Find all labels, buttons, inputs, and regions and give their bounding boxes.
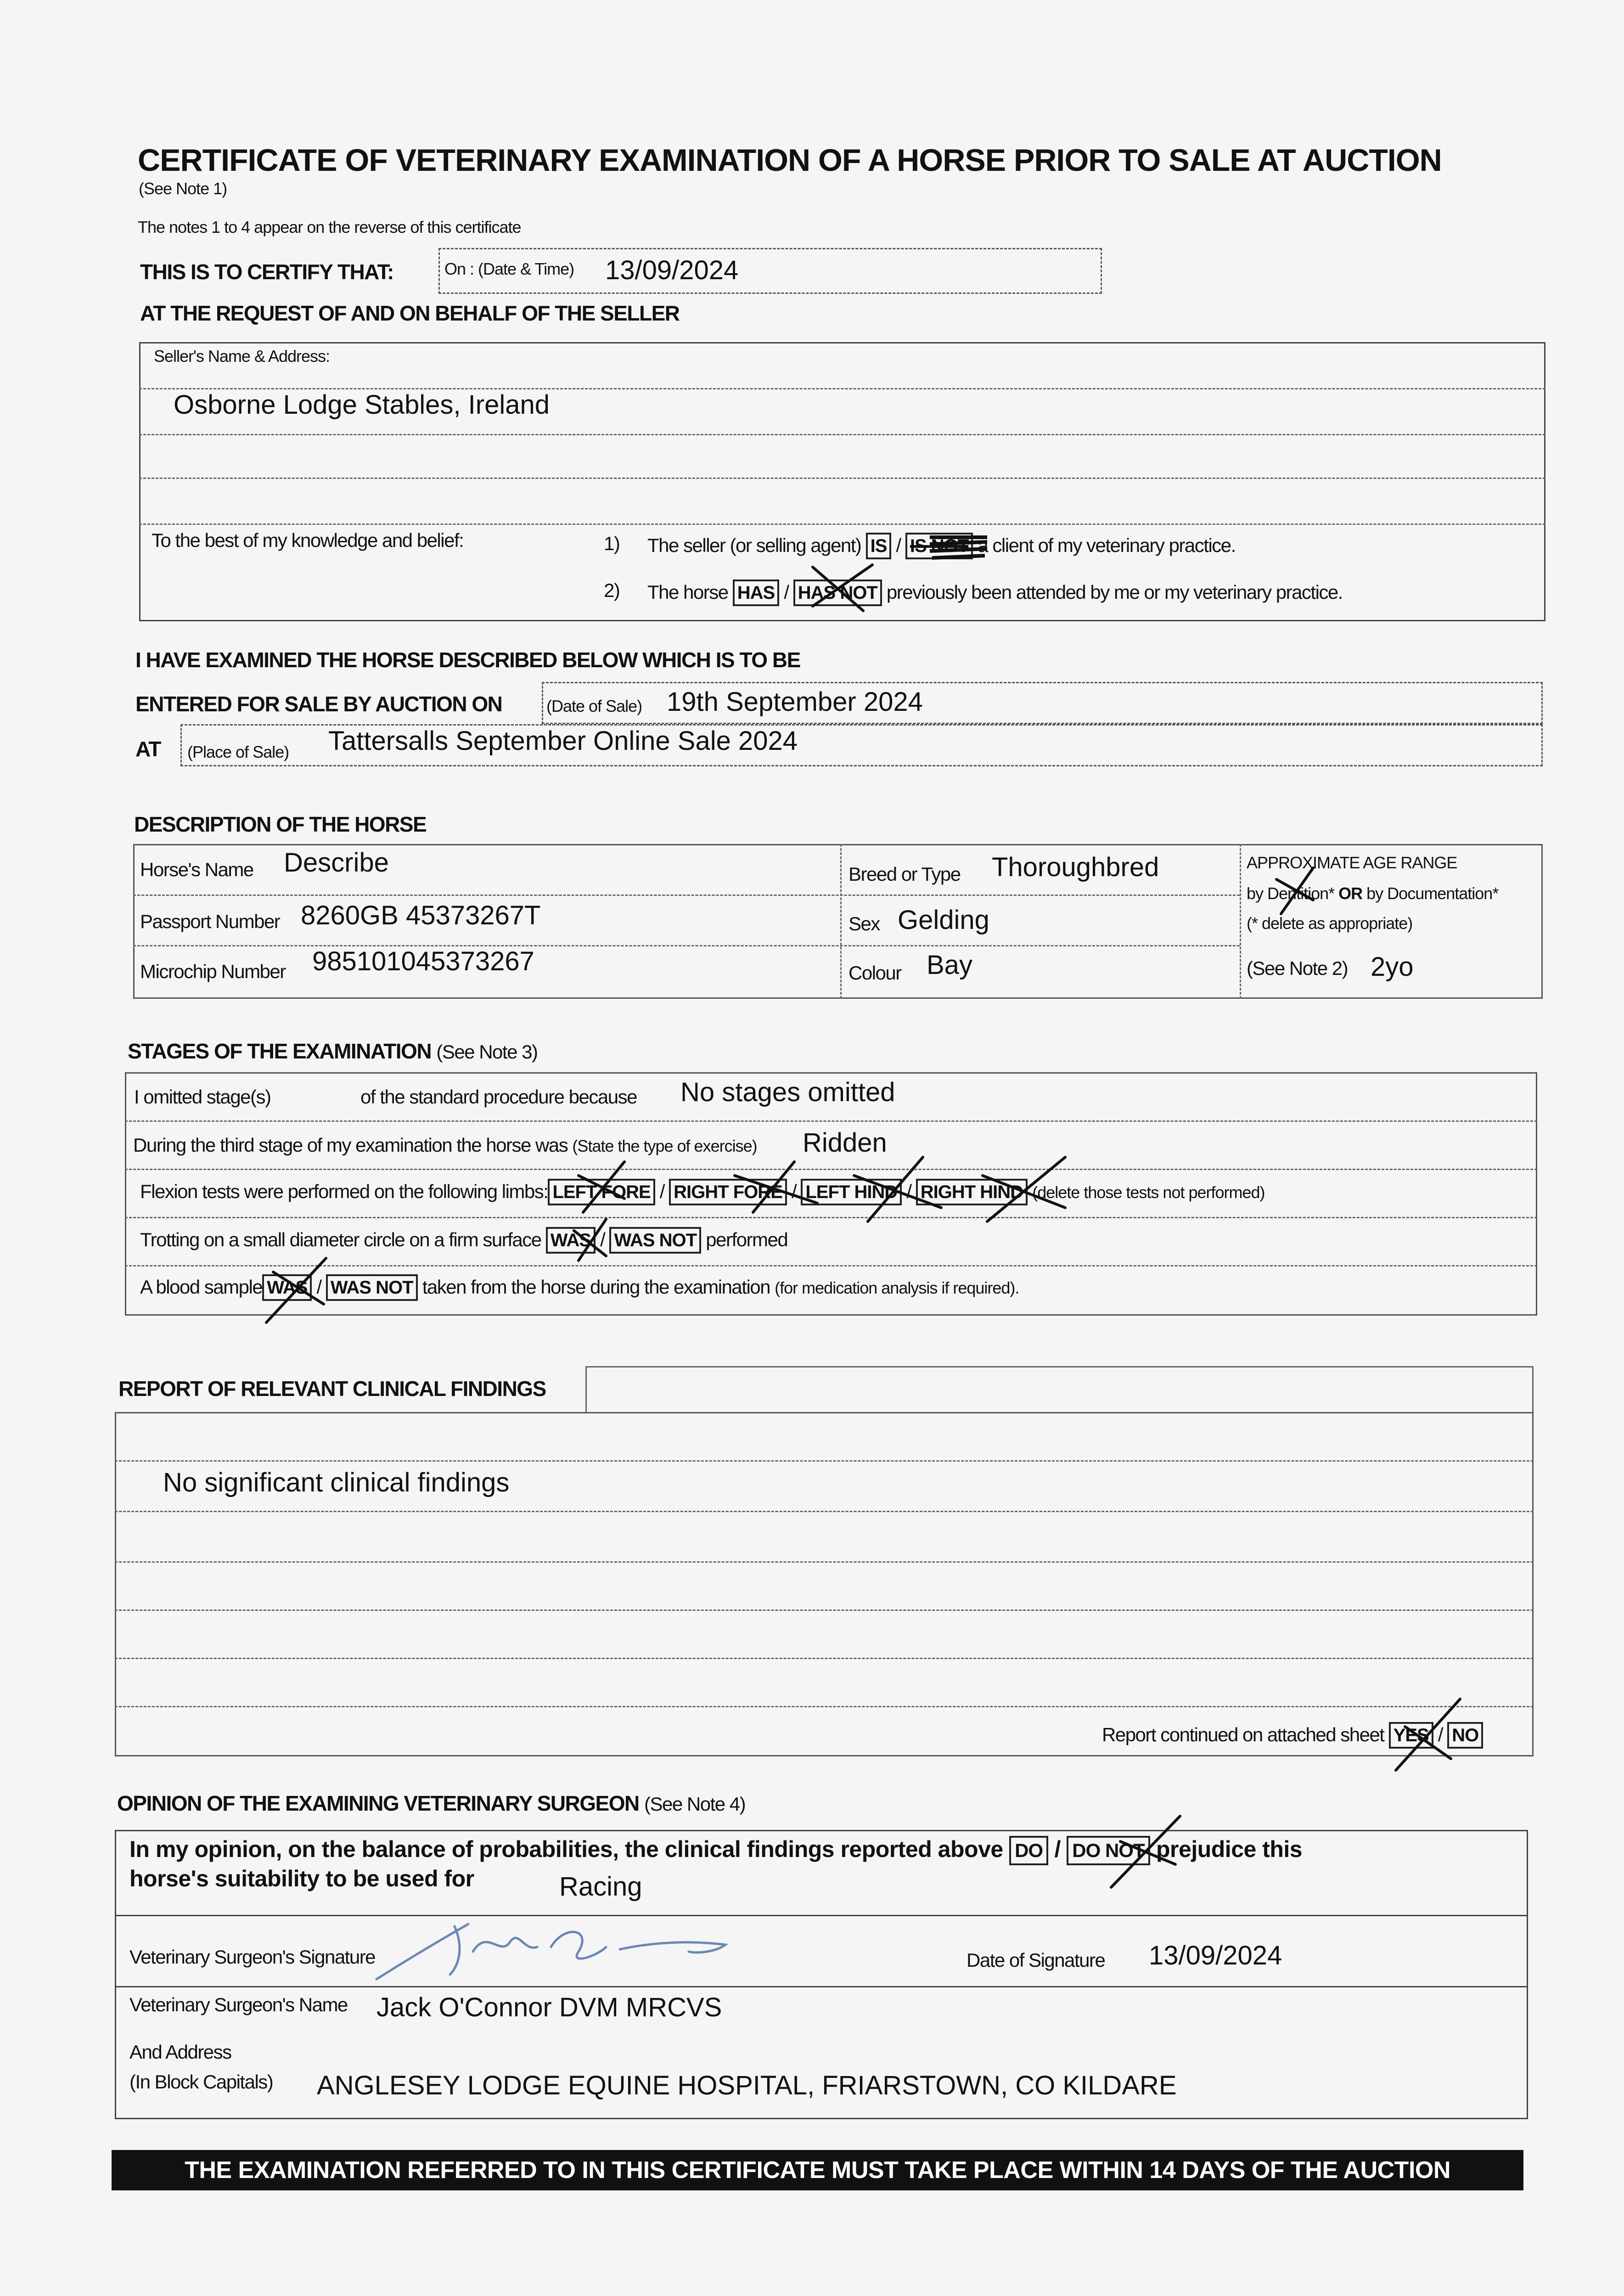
knowledge-label: To the best of my knowledge and belief: xyxy=(152,529,464,551)
microchip-value: 985101045373267 xyxy=(312,946,534,976)
horse-name-value: Describe xyxy=(284,848,389,878)
continued-yes-option[interactable]: YES xyxy=(1389,1722,1433,1749)
sale-place-value: Tattersalls September Online Sale 2024 xyxy=(328,726,798,756)
blood-was-strike-1 xyxy=(266,1258,326,1322)
sex-label: Sex xyxy=(849,913,880,934)
flexion-row: Flexion tests were performed on the following limbs: LEFT FORE / RIGHT FORE / LEFT HIND / RIGHT HIND (delete those tests not performed) xyxy=(140,1179,1265,1205)
age-or: OR xyxy=(1338,884,1363,903)
right-fore-strike-1 xyxy=(753,1162,794,1212)
certify-label: THIS IS TO CERTIFY THAT: xyxy=(140,260,393,284)
opinion-line1-text: In my opinion, on the balance of probabilities, the clinical findings reported above xyxy=(129,1836,1003,1862)
has-not-strike-1 xyxy=(813,565,872,606)
right-hind-strike-2 xyxy=(983,1176,1065,1208)
report-heading: REPORT OF RELEVANT CLINICAL FINDINGS xyxy=(118,1377,546,1401)
item1-suffix: a client of my veterinary practice. xyxy=(978,535,1236,556)
blood-was-not-option[interactable]: WAS NOT xyxy=(326,1274,418,1301)
address-label-2: (In Block Capitals) xyxy=(129,2071,273,2093)
do-option[interactable]: DO xyxy=(1009,1836,1048,1865)
item2-slash: / xyxy=(784,581,789,603)
stages-heading-text: STAGES OF THE EXAMINATION xyxy=(128,1039,432,1063)
item1-prefix: The seller (or selling agent) xyxy=(647,535,861,556)
breed-label: Breed or Type xyxy=(849,863,961,885)
left-fore-strike-2 xyxy=(579,1176,624,1199)
continued-no-option[interactable]: NO xyxy=(1447,1722,1483,1749)
description-heading: DESCRIPTION OF THE HORSE xyxy=(134,812,427,836)
item2-suffix: previously been attended by me or my veterinary practice. xyxy=(886,581,1343,603)
seller-value: Osborne Lodge Stables, Ireland xyxy=(174,390,550,420)
opinion-heading-text: OPINION OF THE EXAMINING VETERINARY SURGEON xyxy=(117,1791,639,1815)
title-note: (See Note 1) xyxy=(139,179,227,198)
trot-row: Trotting on a small diameter circle on a firm surface WAS / WAS NOT performed xyxy=(140,1227,787,1254)
third-stage-value: Ridden xyxy=(803,1128,887,1158)
has-not-strike-2 xyxy=(813,567,863,611)
certify-on-label: On : (Date & Time) xyxy=(444,259,574,278)
stages-heading-note: (See Note 3) xyxy=(436,1041,538,1063)
is-option[interactable]: IS xyxy=(866,533,892,559)
omitted-label-b: of the standard procedure because xyxy=(360,1086,637,1108)
item2-num: 2) xyxy=(604,580,620,601)
passport-value: 8260GB 45373267T xyxy=(301,900,541,930)
age-dentition: by Dentition* xyxy=(1247,884,1335,903)
blood-label: A blood sample xyxy=(140,1276,263,1298)
flexion-note: (delete those tests not performed) xyxy=(1032,1183,1265,1202)
opinion-line1: In my opinion, on the balance of probabilities, the clinical findings reported above DO / DO NOT prejudice this xyxy=(129,1836,1302,1865)
age-line3: (* delete as appropriate) xyxy=(1247,914,1413,933)
blood-row: A blood sample WAS / WAS NOT taken from the horse during the examination (for medication analysis if required). xyxy=(140,1274,1019,1301)
continued-row: Report continued on attached sheet YES / NO xyxy=(1102,1722,1483,1749)
signature-date-value: 13/09/2024 xyxy=(1149,1941,1282,1970)
item1-num: 1) xyxy=(604,533,620,554)
use-value: Racing xyxy=(559,1872,642,1902)
do-not-option[interactable]: DO NOT xyxy=(1067,1836,1150,1865)
is-not-scribble xyxy=(930,537,987,558)
sale-place-label: (Place of Sale) xyxy=(187,743,289,761)
colour-value: Bay xyxy=(927,950,972,980)
footer-banner: THE EXAMINATION REFERRED TO IN THIS CERTIFICATE MUST TAKE PLACE WITHIN 14 DAYS OF THE AUCTION xyxy=(112,2150,1523,2190)
left-hind-option[interactable]: LEFT HIND xyxy=(801,1179,902,1205)
item2-prefix: The horse xyxy=(647,581,728,603)
has-not-option[interactable]: HAS NOT xyxy=(793,580,882,606)
right-hind-option[interactable]: RIGHT HIND xyxy=(916,1179,1028,1205)
address-label-1: And Address xyxy=(129,2041,231,2063)
right-hind-strike-1 xyxy=(987,1157,1065,1221)
microchip-label: Microchip Number xyxy=(140,961,286,982)
left-fore-option[interactable]: LEFT FORE xyxy=(548,1179,655,1205)
omitted-label-a: I omitted stage(s) xyxy=(134,1086,271,1108)
examined-line2: ENTERED FOR SALE BY AUCTION ON xyxy=(135,692,502,716)
blood-was-option[interactable]: WAS xyxy=(262,1274,312,1301)
item1-slash: / xyxy=(896,535,901,556)
report-value: No significant clinical findings xyxy=(163,1468,510,1497)
certify-date-value: 13/09/2024 xyxy=(605,255,739,285)
trot-was-not-option[interactable]: WAS NOT xyxy=(609,1227,701,1254)
has-option[interactable]: HAS xyxy=(733,580,779,606)
omitted-value: No stages omitted xyxy=(680,1077,895,1107)
seller-label: Seller's Name & Address: xyxy=(154,347,330,366)
blood-was-strike-2 xyxy=(273,1272,324,1304)
third-stage-text: During the third stage of my examination the horse was xyxy=(133,1134,568,1156)
age-line1: APPROXIMATE AGE RANGE xyxy=(1247,853,1457,872)
trot-suffix: performed xyxy=(706,1229,788,1250)
blood-suffix: taken from the horse during the examination xyxy=(422,1276,770,1298)
age-documentation: by Documentation* xyxy=(1366,884,1499,903)
sale-date-value: 19th September 2024 xyxy=(667,687,923,717)
do-strike-2 xyxy=(1120,1841,1175,1864)
horse-name-label: Horse's Name xyxy=(140,859,253,880)
address-value: ANGLESEY LODGE EQUINE HOSPITAL, FRIARSTOWN, CO KILDARE xyxy=(317,2071,1177,2100)
flexion-label: Flexion tests were performed on the following limbs: xyxy=(140,1181,548,1202)
age-note: (See Note 2) xyxy=(1247,957,1348,979)
trot-label: Trotting on a small diameter circle on a firm surface xyxy=(140,1229,541,1250)
trot-was-option[interactable]: WAS xyxy=(546,1227,596,1254)
sale-date-label: (Date of Sale) xyxy=(546,697,642,715)
right-fore-option[interactable]: RIGHT FORE xyxy=(669,1179,787,1205)
right-fore-strike-2 xyxy=(735,1176,817,1203)
blood-note: (for medication analysis if required). xyxy=(775,1278,1019,1297)
vet-name-label: Veterinary Surgeon's Name xyxy=(129,1994,348,2015)
signature-date-label: Date of Signature xyxy=(967,1949,1105,1971)
opinion-line2: horse's suitability to be used for xyxy=(129,1866,474,1891)
third-stage-note: (State the type of exercise) xyxy=(572,1137,757,1155)
at-label: AT xyxy=(135,737,161,761)
passport-label: Passport Number xyxy=(140,911,280,932)
is-not-option[interactable]: IS NOT xyxy=(905,533,973,559)
signature-label: Veterinary Surgeon's Signature xyxy=(129,1946,376,1968)
left-hind-strike-2 xyxy=(854,1176,941,1208)
vet-name-value: Jack O'Connor DVM MRCVS xyxy=(376,1992,722,2022)
opinion-heading-note: (See Note 4) xyxy=(644,1793,746,1815)
notes-line: The notes 1 to 4 appear on the reverse of this certificate xyxy=(138,218,521,236)
examined-line1: I HAVE EXAMINED THE HORSE DESCRIBED BELOW WHICH IS TO BE xyxy=(135,648,800,672)
dentition-strike-2 xyxy=(1276,879,1313,900)
continued-label: Report continued on attached sheet xyxy=(1102,1724,1384,1745)
sex-value: Gelding xyxy=(898,905,989,935)
age-value: 2yo xyxy=(1371,952,1414,982)
page-title: CERTIFICATE OF VETERINARY EXAMINATION OF A HORSE PRIOR TO SALE AT AUCTION xyxy=(138,143,1442,178)
colour-label: Colour xyxy=(849,962,901,984)
breed-value: Thoroughbred xyxy=(992,852,1159,882)
opinion-line1-end: prejudice this xyxy=(1156,1836,1303,1862)
trot-was-strike-2 xyxy=(574,1231,606,1256)
request-label: AT THE REQUEST OF AND ON BEHALF OF THE SELLER xyxy=(140,301,680,325)
signature-scribble xyxy=(376,1924,725,1979)
